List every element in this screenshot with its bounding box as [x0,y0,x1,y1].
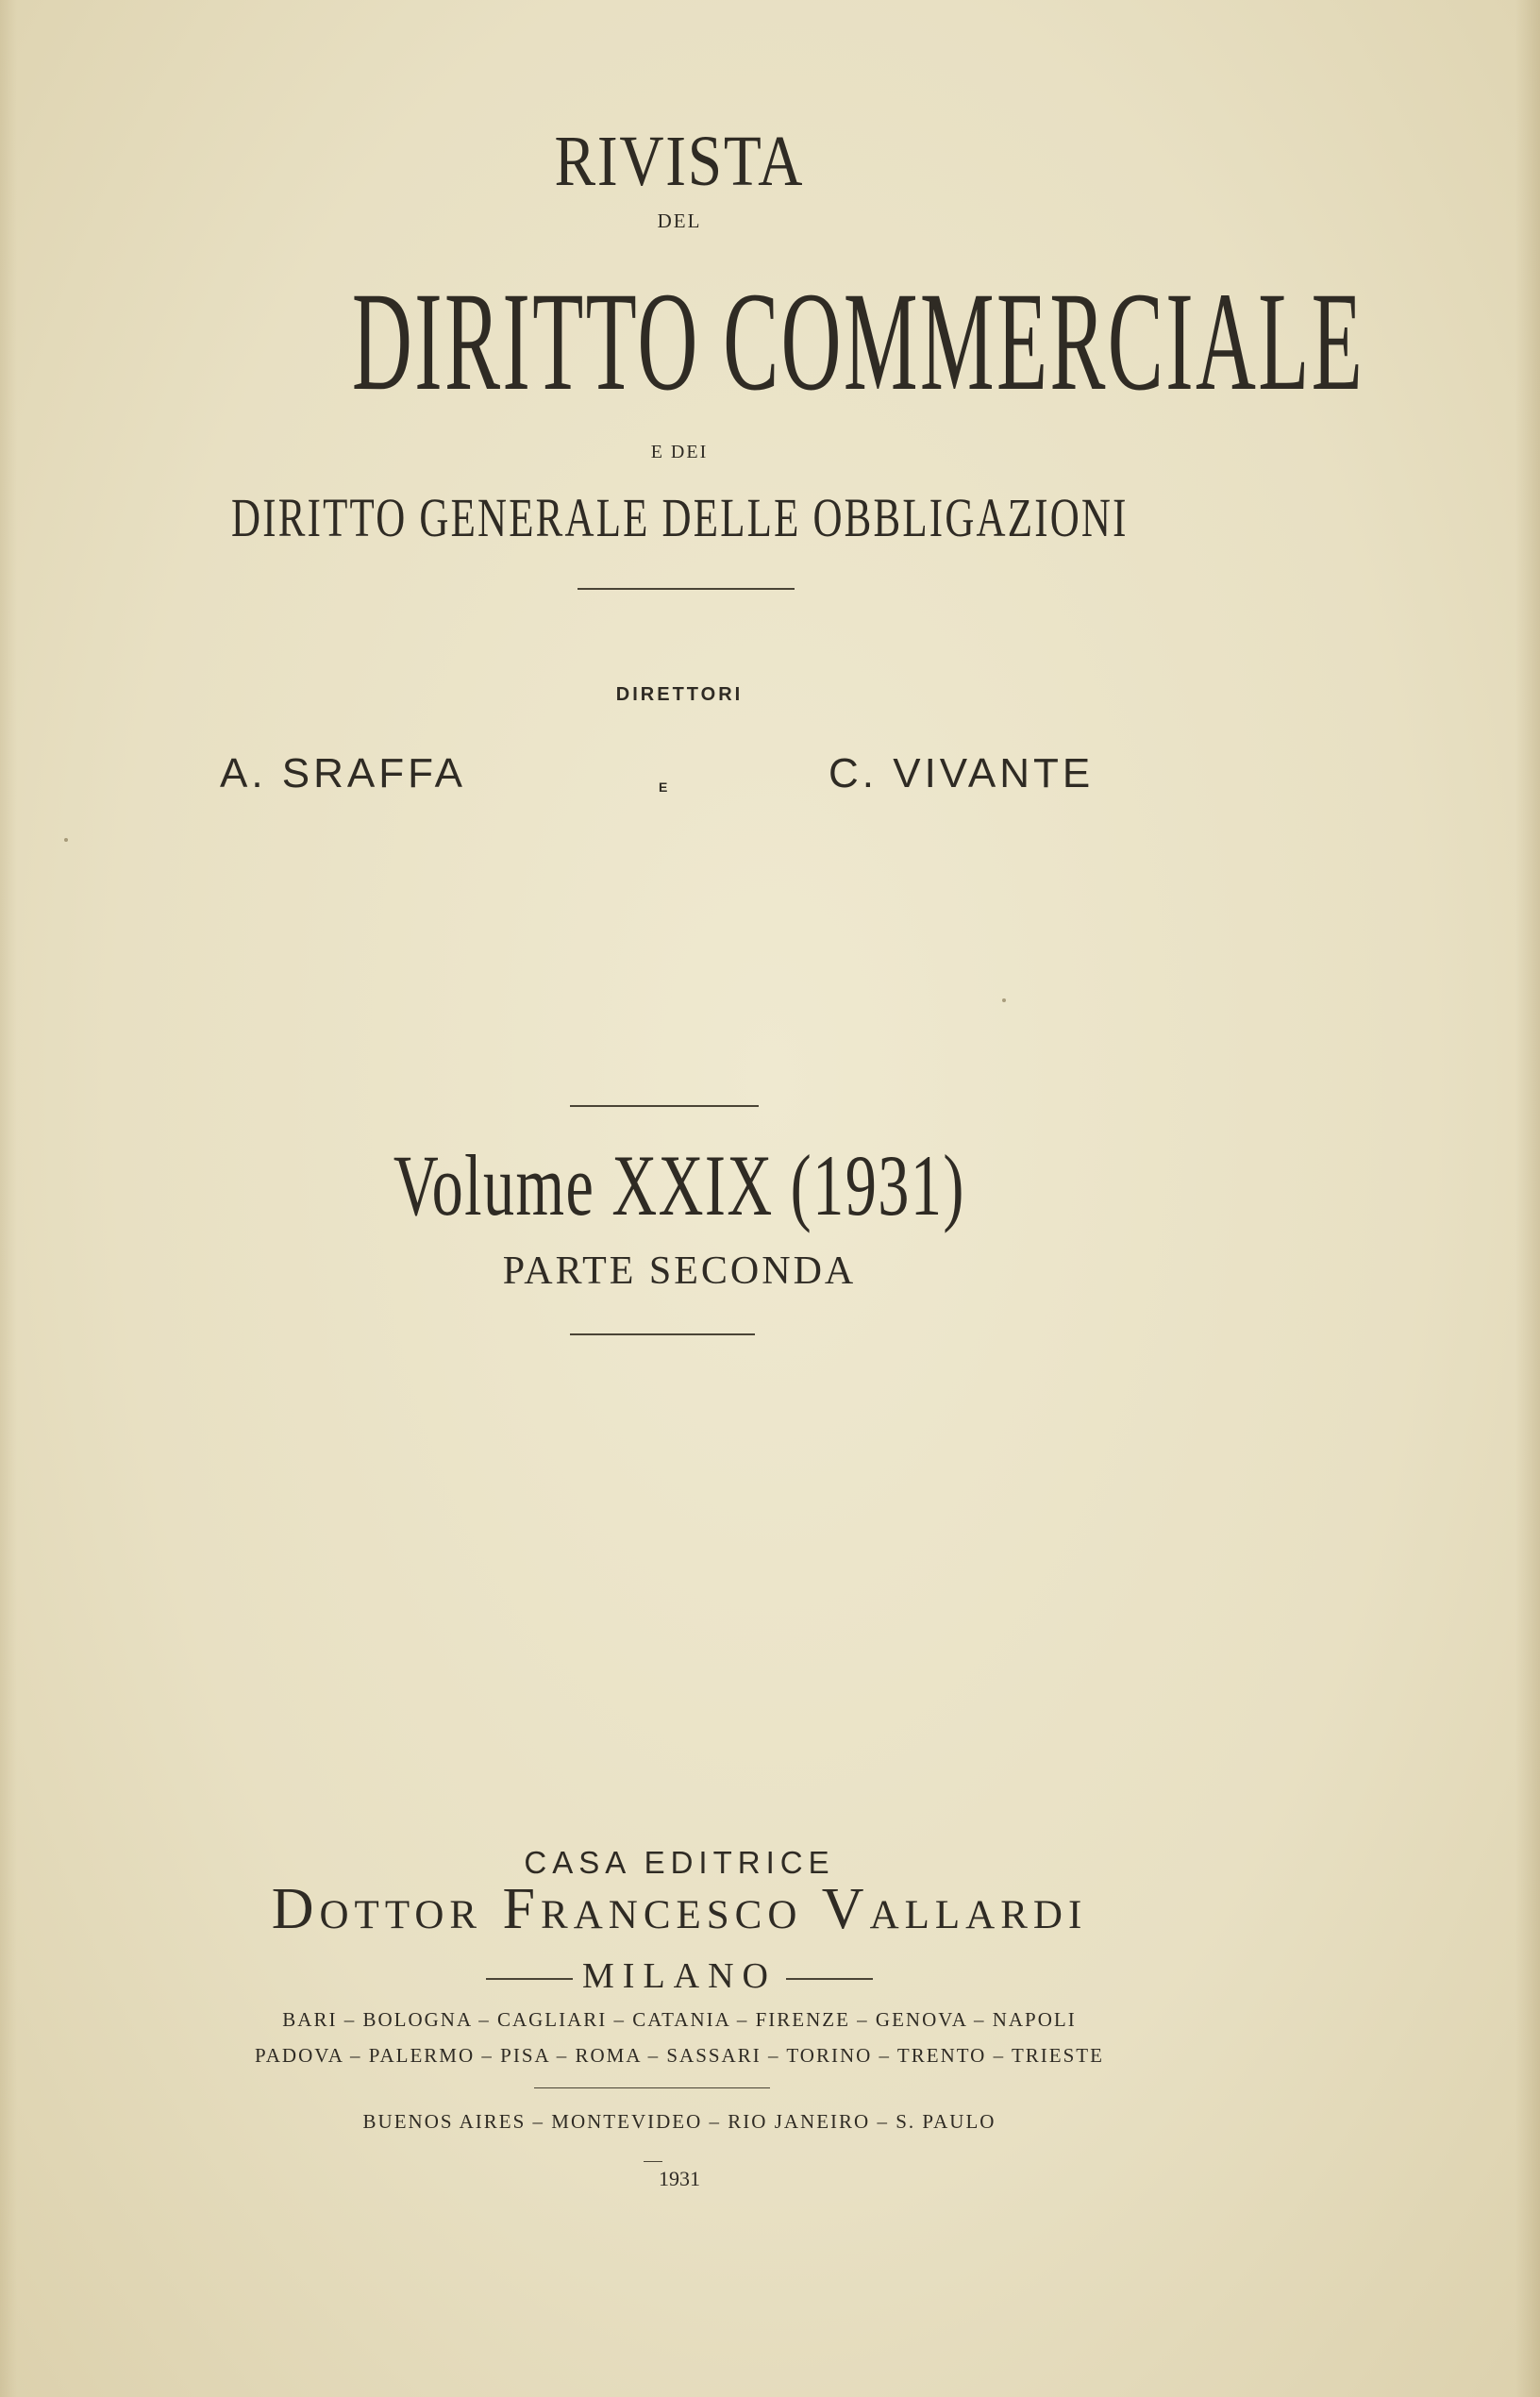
branch-cities-line-3: BUENOS AIRES – MONTEVIDEO – RIO JANEIRO – S. PAULO [362,2110,996,2133]
page-edge-shadow-right [1515,0,1540,2397]
divider-rule [534,2087,770,2088]
volume-label: Volume XXIX (1931) [393,1137,966,1233]
paper-speck [1002,998,1006,1002]
year-rule [644,2161,662,2162]
divider-rule [578,588,795,590]
journal-subtitle: DIRITTO GENERALE DELLE OBBLIGAZIONI [230,487,1129,548]
director-name-vivante: C. VIVANTE [829,750,1095,796]
branch-cities-line-1: BARI – BOLOGNA – CAGLIARI – CATANIA – FIRENZE – GENOVA – NAPOLI [282,2008,1077,2031]
title-connector-e-dei: E DEI [650,442,709,462]
directors-conjunction: E [659,779,668,795]
volume-part: PARTE SECONDA [502,1249,857,1293]
city-left-rule [486,1978,573,1980]
publication-year: 1931 [659,2167,700,2190]
publisher-city-row [0,1955,1359,1997]
divider-rule [570,1333,755,1335]
journal-word-rivista: RIVISTA [554,122,805,201]
director-name-sraffa: A. SRAFFA [220,750,466,796]
directors-heading: DIRETTORI [615,684,744,705]
publisher-label: CASA EDITRICE [524,1845,835,1880]
city-right-rule [786,1978,873,1980]
publisher-name: Dottor Francesco Vallardi [271,1877,1088,1941]
branch-cities-line-2: PADOVA – PALERMO – PISA – ROMA – SASSARI – TORINO – TRENTO – TRIESTE [255,2044,1104,2067]
publisher-city: MILANO [582,1956,777,1996]
paper-speck [64,838,68,842]
divider-rule [570,1105,759,1107]
journal-main-title: DIRITTO COMMERCIALE [351,263,1365,420]
title-connector-del: DEL [657,210,702,232]
